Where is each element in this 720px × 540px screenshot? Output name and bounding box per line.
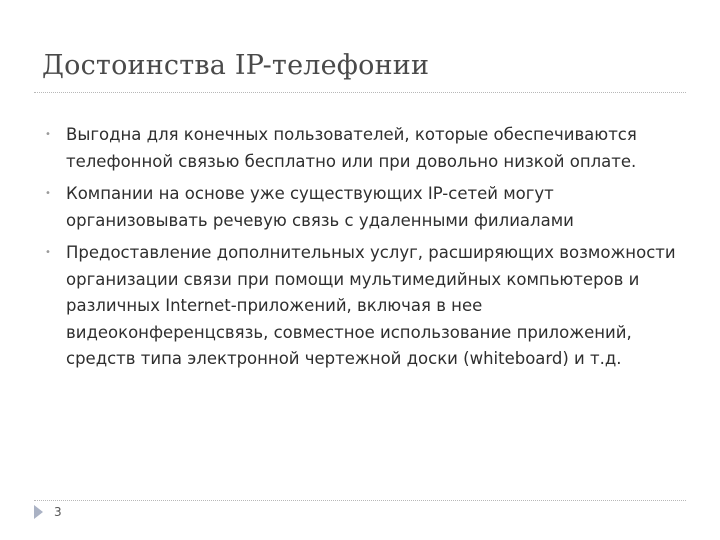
- bullet-item: [42, 122, 682, 175]
- bullet-text: Компании на основе уже существующих IP-сетей могут организовывать речевую связь с удаленными филиалами: [66, 184, 574, 230]
- title-divider: [34, 92, 686, 93]
- bullet-item: [42, 240, 682, 373]
- bullet-text: Предоставление дополнительных услуг, расширяющих возможности организации связи при помощи мультимедийных компьютеров и различных Internet-приложений, включая в нее видеоконференцсвязь, совместное использование приложений, средств типа электронной чертежной доски (whiteboard) и т.д.: [66, 243, 676, 368]
- bullet-icon: •: [45, 129, 51, 140]
- bullet-text: Выгодна для конечных пользователей, которые обеспечиваются телефонной связью бесплатно или при довольно низкой оплате.: [66, 125, 637, 171]
- footer: [34, 505, 62, 519]
- bullet-item: [42, 181, 682, 234]
- bullet-list: [42, 122, 682, 379]
- triangle-arrow-icon: [34, 505, 43, 519]
- bullet-icon: •: [45, 247, 51, 258]
- bullet-icon: •: [45, 188, 51, 199]
- footer-divider: [34, 500, 686, 501]
- slide-title: Достоинства IP-телефонии: [42, 50, 430, 81]
- page-number: 3: [54, 505, 62, 519]
